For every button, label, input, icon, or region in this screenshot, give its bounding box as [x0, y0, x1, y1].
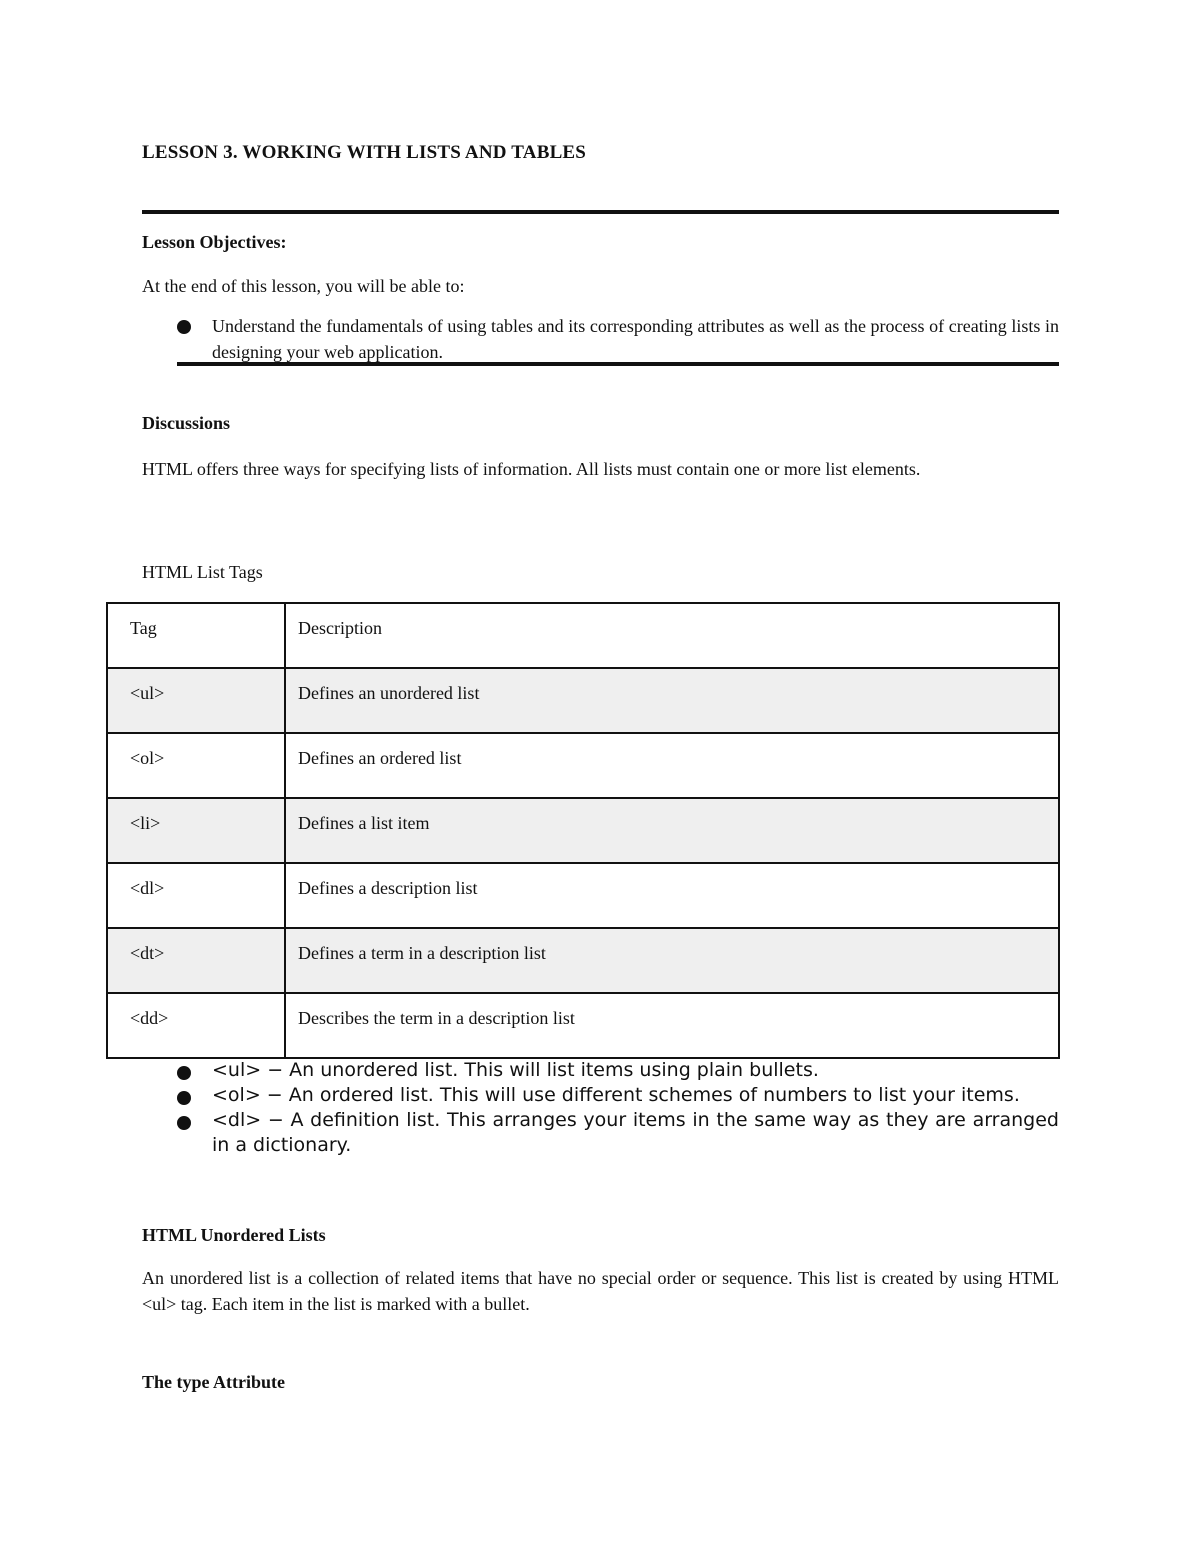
table-cell-tag: <dl> — [107, 863, 285, 928]
table-cell-tag: <li> — [107, 798, 285, 863]
table-caption: HTML List Tags — [142, 562, 263, 582]
objectives-intro: At the end of this lesson, you will be able to: — [142, 276, 465, 296]
list-item — [177, 1108, 1059, 1158]
table-header-description: Description — [285, 603, 1059, 668]
table-row — [107, 928, 1059, 993]
table-cell-description: Defines a description list — [285, 863, 1059, 928]
objectives-heading: Lesson Objectives: — [142, 232, 287, 252]
bullet-icon — [177, 1116, 191, 1130]
table-cell-tag: <dt> — [107, 928, 285, 993]
title-divider — [142, 210, 1059, 214]
table-row — [107, 668, 1059, 733]
table-cell-description: Defines an ordered list — [285, 733, 1059, 798]
unordered-lists-heading: HTML Unordered Lists — [142, 1225, 326, 1245]
unordered-lists-text: An unordered list is a collection of related items that have no special order or sequence. This list is created by using HTML <ul> tag. Each item in the list is marked with a bullet. — [142, 1268, 1059, 1314]
table-cell-tag: <ul> — [107, 668, 285, 733]
list-item — [177, 1083, 1059, 1108]
bullet-icon — [177, 320, 191, 334]
list-item — [177, 313, 1059, 365]
list-item — [177, 1058, 1059, 1083]
lesson-title: LESSON 3. WORKING WITH LISTS AND TABLES — [142, 142, 587, 163]
objectives-list — [177, 313, 1059, 365]
objectives-divider — [177, 362, 1059, 366]
table-row — [107, 863, 1059, 928]
table-header-row — [107, 603, 1059, 668]
list-type-text: <ul> − An unordered list. This will list items using plain bullets. — [212, 1059, 819, 1081]
table-row — [107, 798, 1059, 863]
list-type-text: <dl> − A definition list. This arranges your items in the same way as they are arranged in a dictionary. — [212, 1109, 1059, 1156]
bullet-icon — [177, 1066, 191, 1080]
bullet-icon — [177, 1091, 191, 1105]
discussions-heading: Discussions — [142, 413, 231, 433]
table-header-tag: Tag — [107, 603, 285, 668]
list-types — [177, 1058, 1059, 1158]
table-cell-tag: <ol> — [107, 733, 285, 798]
table-cell-description: Defines an unordered list — [285, 668, 1059, 733]
discussions-text: HTML offers three ways for specifying lists of information. All lists must contain one or more list elements. — [142, 459, 921, 479]
table-cell-description: Defines a term in a description list — [285, 928, 1059, 993]
table-row — [107, 993, 1059, 1058]
table-cell-description: Defines a list item — [285, 798, 1059, 863]
table-cell-description: Describes the term in a description list — [285, 993, 1059, 1058]
objective-text: Understand the fundamentals of using tables and its corresponding attributes as well as the process of creating lists in designing your web application. — [212, 316, 1059, 362]
table-row — [107, 733, 1059, 798]
type-attribute-heading: The type Attribute — [142, 1372, 285, 1392]
list-tags-table — [106, 602, 1060, 1059]
table-cell-tag: <dd> — [107, 993, 285, 1058]
list-type-text: <ol> − An ordered list. This will use different schemes of numbers to list your items. — [212, 1084, 1020, 1106]
